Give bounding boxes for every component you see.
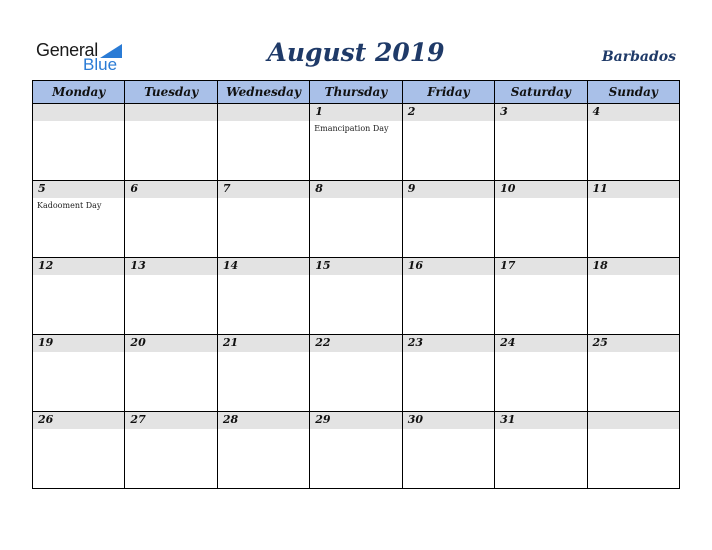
weekday-saturday: Saturday [494, 81, 586, 103]
day-number: 12 [38, 259, 54, 272]
holiday-label: Emancipation Day [314, 124, 389, 133]
day-number: 8 [315, 182, 323, 195]
day-number: 21 [222, 336, 239, 349]
day-cell [402, 104, 494, 180]
weekday-wednesday: Wednesday [217, 81, 309, 103]
day-number: 24 [500, 336, 516, 349]
day-cell [587, 104, 679, 180]
day-number: 31 [500, 413, 516, 426]
day-cell [402, 181, 494, 257]
day-header-bar [125, 181, 216, 198]
day-cell [33, 412, 124, 488]
day-number: 22 [315, 336, 331, 349]
day-number: 15 [315, 259, 331, 272]
day-cell [217, 181, 309, 257]
day-number: 13 [130, 259, 146, 272]
day-number: 27 [130, 413, 146, 426]
day-cell [494, 258, 586, 334]
day-number: 11 [592, 182, 608, 195]
day-header-bar [588, 104, 679, 121]
day-cell [124, 104, 216, 180]
day-number: 25 [592, 336, 608, 349]
day-cell [494, 412, 586, 488]
day-number: 17 [500, 259, 516, 272]
day-number: 2 [407, 105, 416, 118]
day-number: 16 [407, 259, 423, 272]
day-cell [124, 412, 216, 488]
day-number: 4 [592, 105, 601, 118]
day-number: 1 [315, 105, 323, 118]
day-cell [402, 258, 494, 334]
day-cell [33, 335, 124, 411]
day-cell [587, 335, 679, 411]
day-cell [587, 412, 679, 488]
day-number: 5 [38, 182, 46, 195]
day-cell [309, 335, 401, 411]
logo-text-general: General [36, 40, 98, 60]
day-cell [494, 104, 586, 180]
day-cell [217, 104, 309, 180]
day-cell [587, 181, 679, 257]
holiday-label: Kadooment Day [37, 201, 102, 210]
week-row [33, 181, 679, 258]
day-number: 18 [592, 259, 608, 272]
day-header-bar [125, 104, 216, 121]
day-number: 6 [130, 182, 139, 195]
country-label: Barbados [601, 49, 676, 65]
day-number: 30 [407, 413, 423, 426]
day-number: 10 [500, 182, 516, 195]
day-header-bar [33, 104, 124, 121]
day-number: 29 [315, 413, 331, 426]
day-cell [309, 258, 401, 334]
day-number: 28 [222, 413, 239, 426]
day-cell [33, 181, 124, 257]
weekday-monday: Monday [52, 85, 106, 99]
day-cell [217, 258, 309, 334]
day-cell [494, 335, 586, 411]
day-number: 3 [500, 105, 508, 118]
weekday-header [33, 81, 679, 104]
day-cell [124, 335, 216, 411]
day-header-bar [495, 104, 586, 121]
day-number: 9 [407, 182, 416, 195]
day-number: 7 [222, 182, 231, 195]
week-row [33, 335, 679, 412]
day-header-bar [218, 104, 309, 121]
day-header-bar [310, 104, 401, 121]
day-cell [33, 104, 124, 180]
calendar-grid [32, 80, 680, 489]
day-cell [217, 335, 309, 411]
day-cell [309, 181, 401, 257]
day-header-bar [403, 104, 494, 121]
day-header-bar [588, 412, 679, 429]
day-number: 20 [130, 336, 146, 349]
day-cell [587, 258, 679, 334]
day-header-bar [403, 181, 494, 198]
day-number: 14 [222, 259, 239, 272]
day-cell [33, 258, 124, 334]
day-cell [124, 181, 216, 257]
day-cell [309, 412, 401, 488]
day-number: 26 [38, 413, 54, 426]
day-header-bar [218, 181, 309, 198]
day-number: 19 [38, 336, 54, 349]
day-header-bar [33, 181, 124, 198]
day-cell [217, 412, 309, 488]
weeks-container [33, 104, 679, 488]
day-cell [309, 104, 401, 180]
calendar-title: August 2019 [267, 38, 445, 67]
day-number: 23 [407, 336, 423, 349]
day-cell [402, 412, 494, 488]
weekday-tuesday: Tuesday [124, 81, 216, 103]
weekday-thursday: Thursday [309, 81, 401, 103]
weekday-sunday: Sunday [587, 81, 679, 103]
day-cell [124, 258, 216, 334]
week-row [33, 258, 679, 335]
day-cell [402, 335, 494, 411]
weekday-friday: Friday [402, 81, 494, 103]
week-row [33, 412, 679, 488]
logo-text-blue: Blue [83, 55, 118, 74]
week-row [33, 104, 679, 181]
day-cell [494, 181, 586, 257]
day-header-bar [310, 181, 401, 198]
